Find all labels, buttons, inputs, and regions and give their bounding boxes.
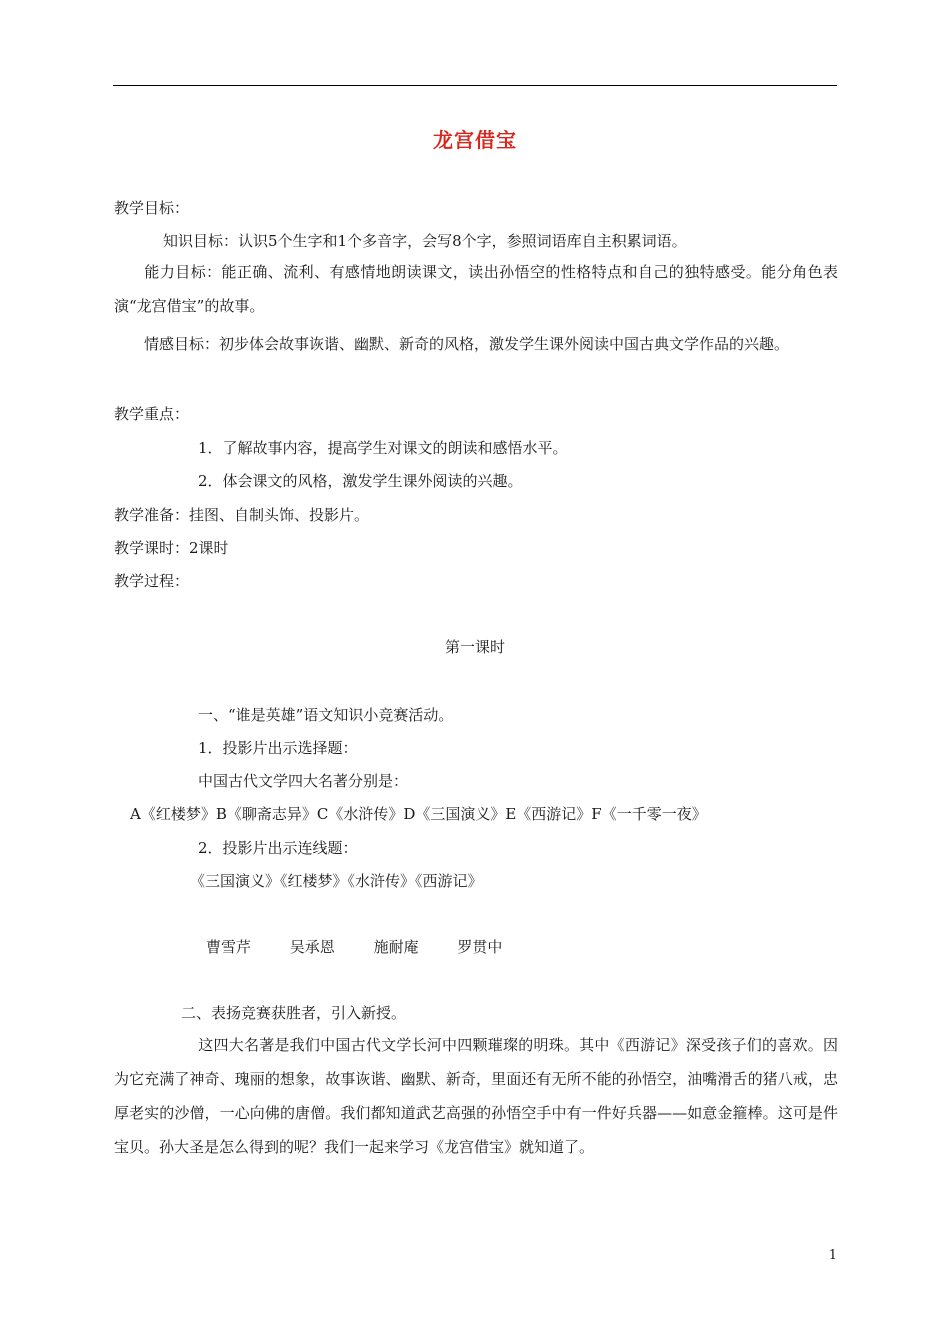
objective-ability: 能力目标：能正确、流利、有感情地朗读课文，读出孙悟空的性格特点和自己的独特感受。能分角色表演“龙宫借宝”的故事。 [114, 263, 838, 315]
books-list: 《三国演义》《红楼梦》《水浒传》《西游记》 [190, 872, 483, 890]
intro-paragraph: 这四大名著是我们中国古代文学长河中四颗璀璨的明珠。其中《西游记》深受孩子们的喜欢。因为它充满了神奇、瑰丽的想象，故事诙谐、幽默、新奇，里面还有无所不能的孙悟空，油嘴滑舌的猪八戒，忠厚老实的沙僧，一心向佛的唐僧。我们都知道武艺高强的孙悟空手中有一件好兵器——如意金箍棒。这可是件宝贝。孙大圣是怎么得到的呢？我们一起来学习《龙宫借宝》就知道了。 [114, 1036, 838, 1156]
objective-knowledge: 知识目标：认识5个生字和1个多音字，会写8个字，参照词语库自主积累词语。 [163, 232, 687, 250]
header-rule [113, 85, 837, 86]
key-points-heading: 教学重点： [114, 405, 190, 423]
section-one-heading: 一、“谁是英雄”语文知识小竞赛活动。 [198, 706, 454, 724]
section-two-heading: 二、表扬竞赛获胜者，引入新授。 [181, 1004, 407, 1022]
authors-list [206, 937, 502, 957]
author-name: 吴承恩 [289, 938, 335, 956]
key-point-1: 1．了解故事内容，提高学生对课文的朗读和感悟水平。 [198, 439, 568, 457]
page-title: 龙宫借宝 [433, 128, 517, 152]
author-name: 曹雪芹 [206, 938, 252, 956]
lesson-one-title: 第一课时 [444, 638, 505, 656]
question-1-text: 中国古代文学四大名著分别是： [198, 772, 409, 790]
question-item-1: 1．投影片出示选择题： [198, 739, 358, 757]
key-point-2: 2．体会课文的风格，激发学生课外阅读的兴趣。 [198, 472, 523, 490]
teaching-preparation: 教学准备：挂图、自制头饰、投影片。 [114, 506, 370, 524]
answer-choices: A《红楼梦》B《聊斋志异》C《水浒传》D《三国演义》E《西游记》F《一千零一夜》 [130, 805, 707, 823]
page-number: 1 [828, 1248, 837, 1263]
class-hours: 教学课时：2课时 [114, 539, 229, 557]
author-name: 施耐庵 [373, 938, 419, 956]
objectives-heading: 教学目标： [114, 199, 190, 217]
question-item-2: 2．投影片出示连线题： [198, 839, 358, 857]
process-heading: 教学过程： [114, 572, 190, 590]
objective-emotion: 情感目标：初步体会故事诙谐、幽默、新奇的风格，激发学生课外阅读中国古典文学作品的兴趣。 [144, 335, 790, 353]
objective-ability-paragraph [114, 255, 838, 323]
intro-paragraph-block [114, 1028, 838, 1164]
objective-emotion-paragraph [114, 327, 838, 361]
author-name: 罗贯中 [457, 938, 503, 956]
